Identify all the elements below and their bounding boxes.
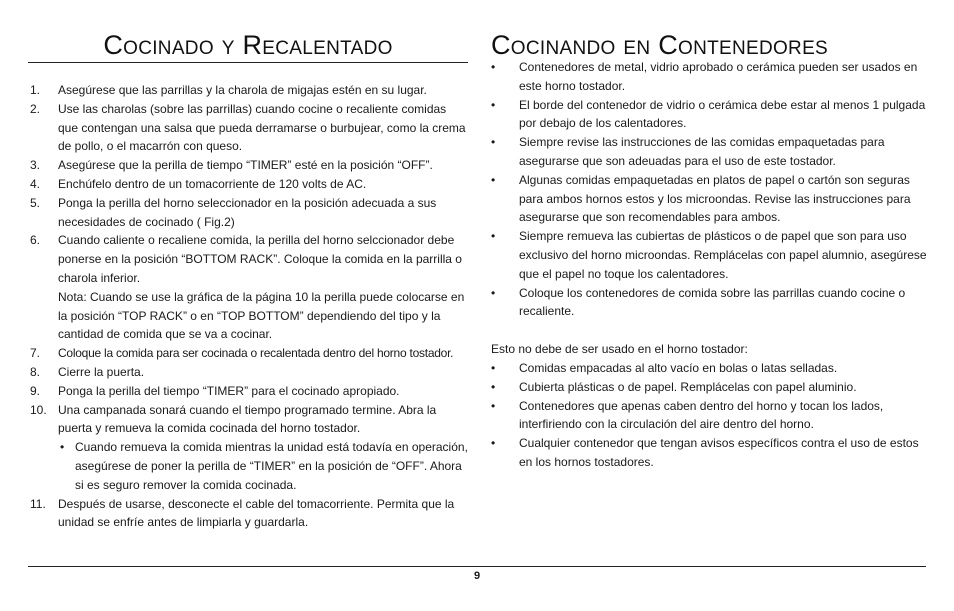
bullet-item <box>491 284 927 322</box>
bullet-item <box>491 133 927 171</box>
bullet-icon: • <box>491 436 496 451</box>
step-number: 9. <box>30 383 41 398</box>
bullet-text: Coloque los contenedores de comida sobre las parrillas cuando cocine o recaliente. <box>519 285 906 319</box>
bullet-icon: • <box>491 379 496 394</box>
step-text: Coloque la comida para ser cocinada o recalentada dentro del horno tostador. <box>58 346 454 361</box>
bullet-item <box>491 227 927 283</box>
step-sub-item <box>58 438 468 494</box>
step-text: Una campanada sonará cuando el tiempo programado termine. Abra la puerta y remueva la comida cocinada del horno tostador. <box>58 402 437 436</box>
step-sub-text: Cuando remueva la comida mientras la unidad está todavía en operación, asegúrese de poner la perilla de “TIMER” en la posición de “OFF”. Ahora si es seguro remover la comida cocinada. <box>75 440 468 492</box>
step-item <box>28 175 468 194</box>
step-text: Asegúrese que las parrillas y la charola de migajas estén en su lugar. <box>58 83 427 97</box>
caution-text: Comidas empacadas al alto vacío en bolas o latas selladas. <box>519 360 838 375</box>
bullet-text: Algunas comidas empaquetadas en platos de papel o cartón son seguras para ambos hornos estos y los microondas. Revise las instrucciones para asegurarse que son recomendables para ambos. <box>519 172 911 225</box>
step-item <box>28 231 468 344</box>
bullet-icon: • <box>491 360 496 375</box>
page-number: 9 <box>473 570 481 582</box>
step-text: Después de usarse, desconecte el cable del tomacorriente. Permita que la unidad se enfríe antes de limpiarla y guardarla. <box>58 496 455 530</box>
step-number: 10. <box>30 402 47 417</box>
step-number: 3. <box>30 158 41 173</box>
left-column <box>28 0 468 532</box>
step-item <box>28 382 468 401</box>
step-number: 8. <box>30 364 41 379</box>
step-text: Use las charolas (sobre las parrillas) cuando cocine o recaliente comidas que contengan una salsa que pueda derramarse o burbujear, como la crema de pollo, o el macarrón con queso. <box>58 101 466 154</box>
step-text: Ponga la perilla del tiempo “TIMER” para el cocinado apropiado. <box>58 383 400 398</box>
bullet-icon: • <box>491 135 496 150</box>
bullet-icon: • <box>491 285 496 300</box>
step-item <box>28 363 468 382</box>
caution-text: Cubierta plásticas o de papel. Remplácelas con papel aluminio. <box>519 379 857 394</box>
heading-rule <box>28 62 468 63</box>
step-text: Cierre la puerta. <box>58 364 145 379</box>
step-item <box>28 81 468 100</box>
footer-rule <box>28 566 926 567</box>
step-note: Nota: Cuando se use la gráfica de la página 10 la perilla puede colocarse en la posición “TOP RACK” o en “TOP BOTTOM” dependiendo del tipo y la cantidad de comida que se va a cocinar. <box>58 289 465 342</box>
step-text: Cuando caliente o recaliene comida, la perilla del horno selccionador debe ponerse en la posición “BOTTOM RACK”. Coloque la comida en la parrilla o charola inferior. <box>58 233 462 285</box>
bullet-icon: • <box>491 60 496 74</box>
bullet-icon: • <box>491 172 496 187</box>
bullet-text: Siempre revise las instrucciones de las comidas empaquetadas para asegurarse que son adeuadas para el uso de este tostador. <box>519 135 885 168</box>
step-number: 5. <box>30 195 41 210</box>
step-item <box>28 344 468 363</box>
right-column <box>491 0 927 472</box>
step-sub-list <box>58 438 468 494</box>
bullet-icon: • <box>491 229 496 244</box>
step-number: 1. <box>30 83 41 97</box>
bullet-item <box>491 96 927 134</box>
section-heading-containers: Cocinando en Contenedores <box>491 30 829 60</box>
bullet-icon: • <box>491 97 496 112</box>
step-text: Asegúrese que la perilla de tiempo “TIMER” esté en la posición “OFF”. <box>58 158 433 173</box>
step-item <box>28 401 468 495</box>
caution-item <box>491 378 927 397</box>
step-number: 11. <box>30 496 46 511</box>
step-number: 4. <box>30 176 41 191</box>
caution-item <box>491 434 927 472</box>
caution-text: Cualquier contenedor que tengan avisos específicos contra el uso de estos en los hornos tostadores. <box>519 436 919 469</box>
step-item <box>28 194 468 232</box>
bullet-icon: • <box>491 398 496 413</box>
step-number: 2. <box>30 101 41 116</box>
step-text: Ponga la perilla del horno seleccionador en la posición adecuada a sus necesidades de cocinado ( Fig.2) <box>58 195 437 229</box>
bullet-text: El borde del contenedor de vidrio o cerámica debe estar al menos 1 pulgada por debajo de los calentadores. <box>519 97 926 131</box>
bullet-item <box>491 171 927 227</box>
step-number: 6. <box>30 233 41 248</box>
step-item <box>28 156 468 175</box>
step-item <box>28 495 468 533</box>
caution-item <box>491 397 927 435</box>
cooking-steps-list <box>28 81 468 532</box>
bullet-text: Contenedores de metal, vidrio aprobado o cerámica pueden ser usados en este horno tostador. <box>519 60 918 93</box>
caution-item <box>491 359 927 378</box>
step-text: Enchúfelo dentro de un tomacorriente de 120 volts de AC. <box>58 176 367 191</box>
bullet-icon: • <box>60 440 65 455</box>
bullet-item <box>491 58 927 96</box>
step-number: 7. <box>30 346 41 361</box>
container-bullets <box>491 58 927 321</box>
step-item <box>28 100 468 156</box>
caution-text: Contenedores que apenas caben dentro del horno y tocan los lados, interfiriendo con la circulación del aire dentro del horno. <box>519 398 884 432</box>
section-heading-cooking: Cocinado y Recalentado <box>103 30 393 60</box>
bullet-text: Siempre remueva las cubiertas de plásticos o de papel que son para uso exclusivo del horno microondas. Remplácelas con papel alumnio, asegúrese que el papel no toque los calentadores. <box>519 229 927 281</box>
caution-intro: Esto no debe de ser usado en el horno tostador: <box>491 342 748 357</box>
caution-bullets <box>491 359 927 472</box>
caution-block <box>491 340 927 472</box>
